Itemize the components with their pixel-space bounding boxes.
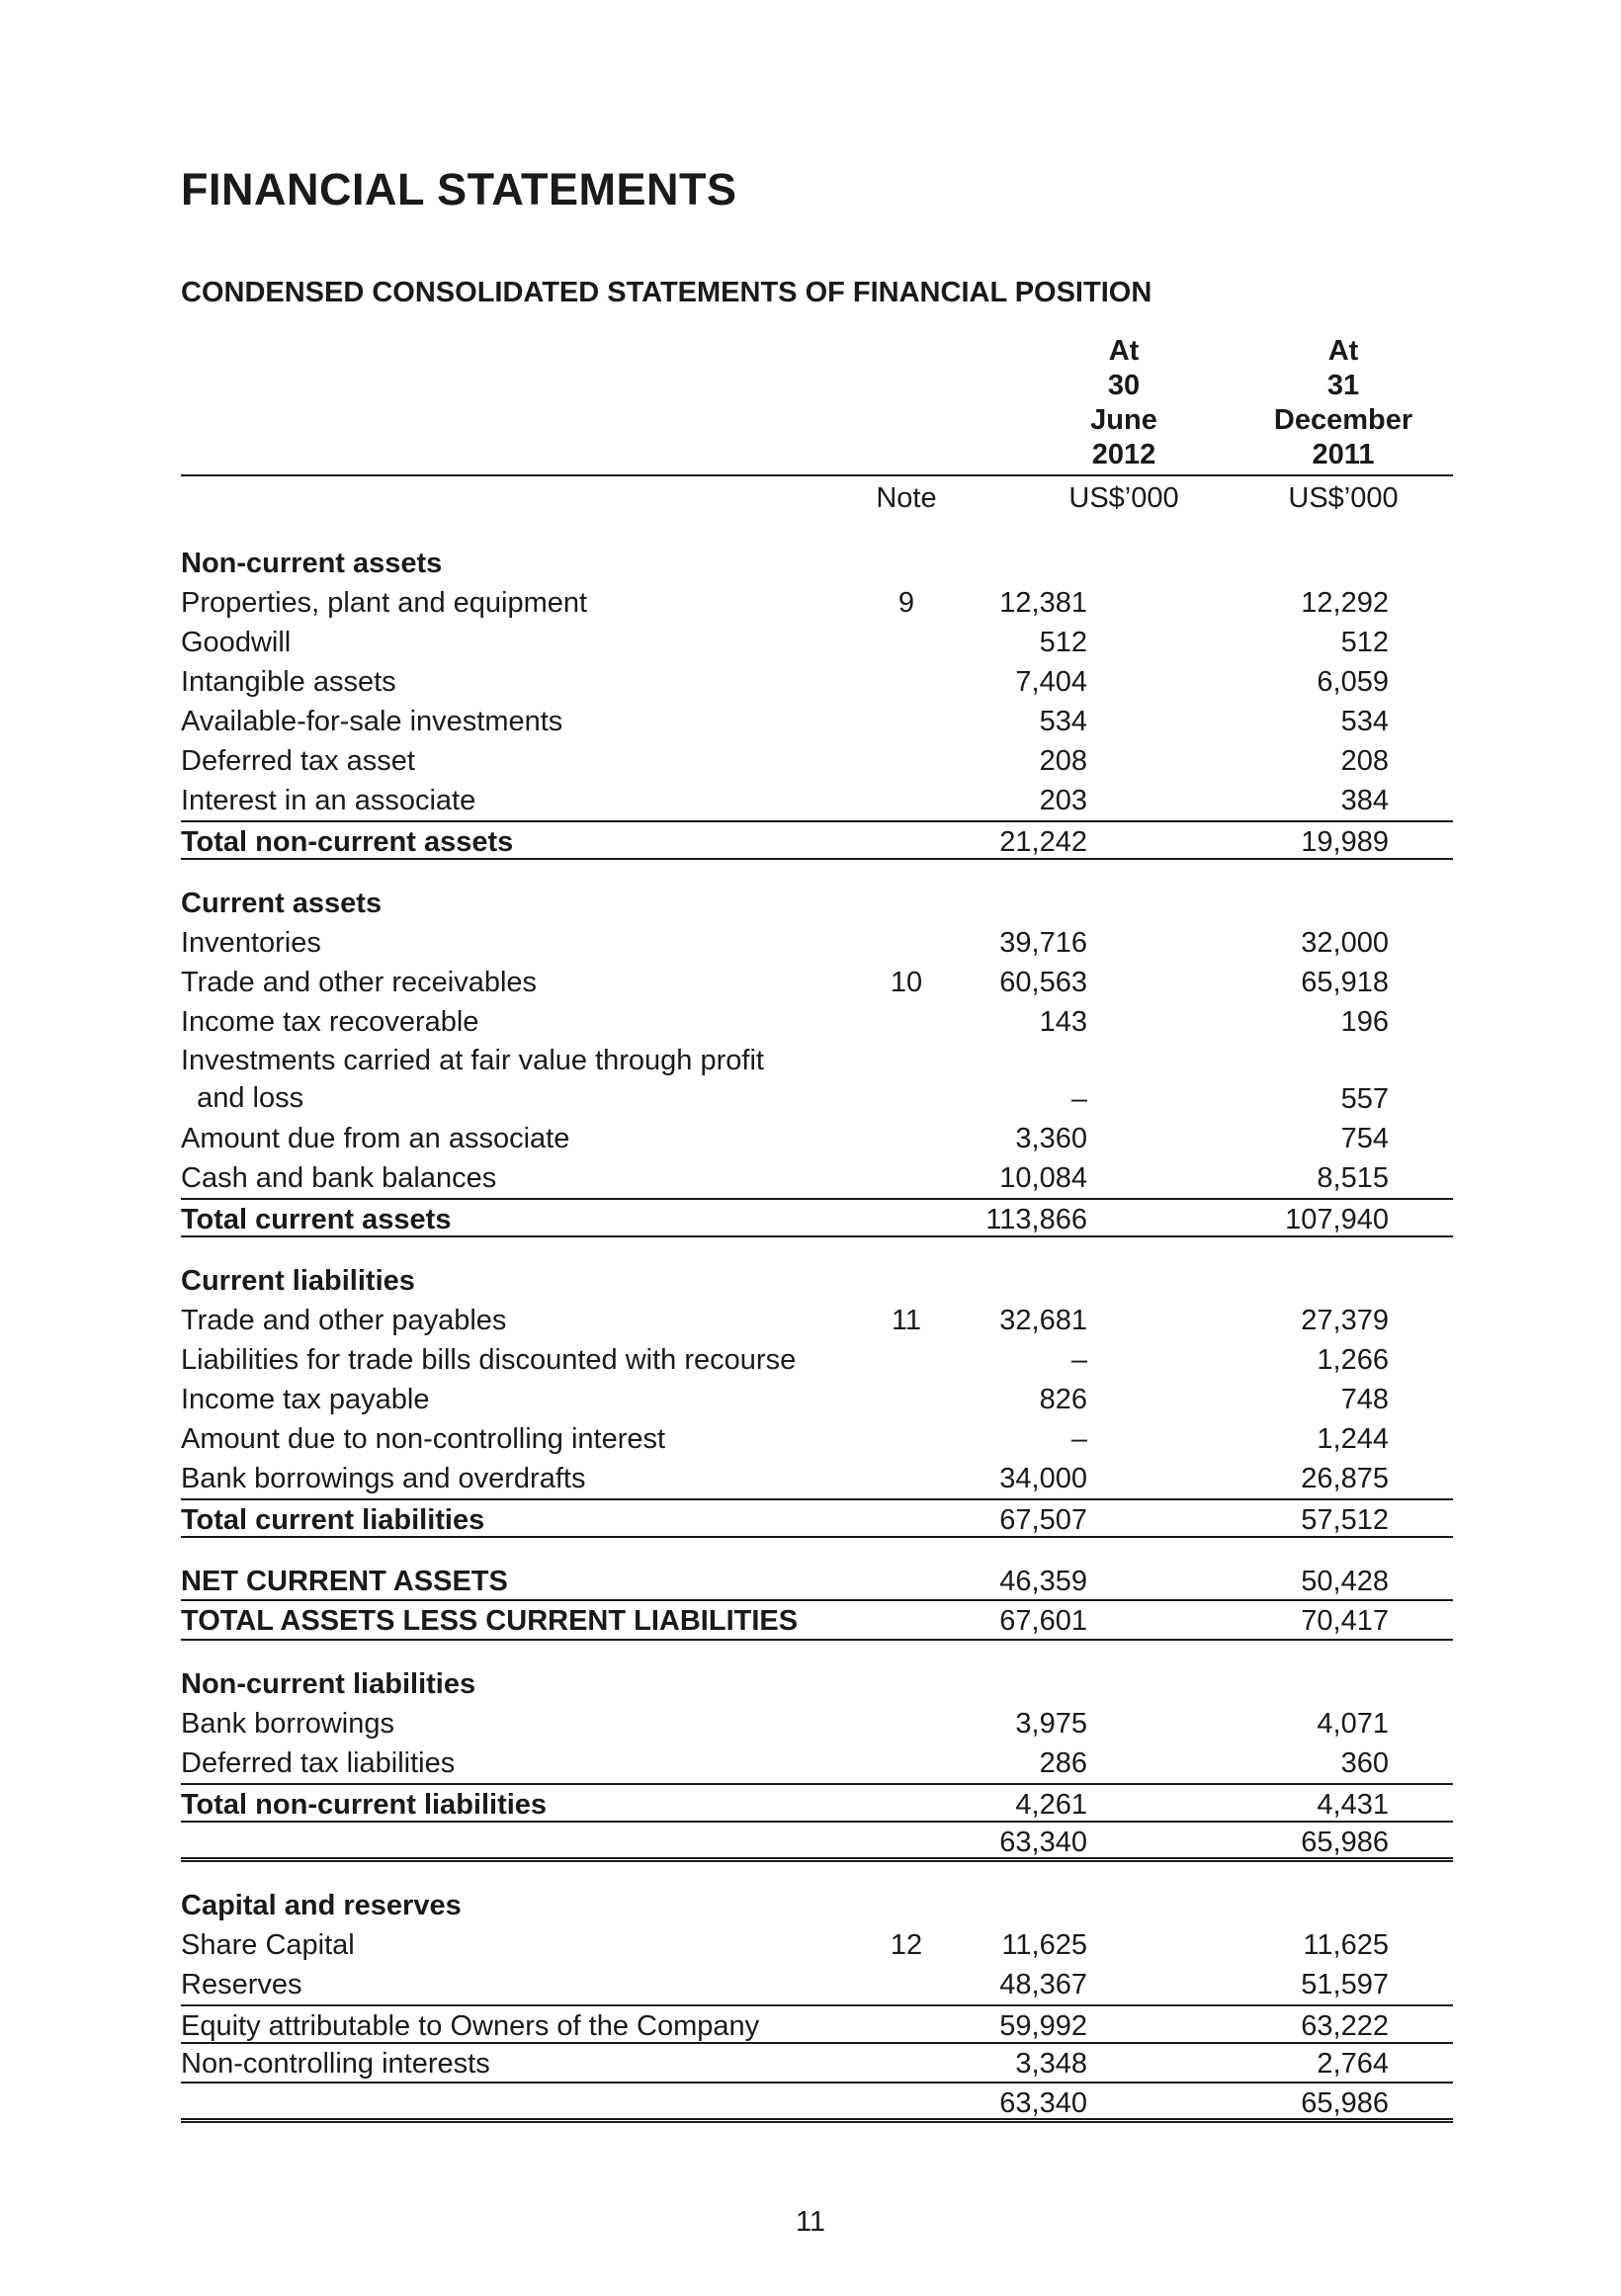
table-row: [181, 923, 1453, 963]
value-june-2012: 32,681: [999, 1305, 1087, 1336]
value-june-2012: 21,242: [999, 826, 1087, 858]
column-header-june-2012: [1035, 334, 1213, 472]
row-label: Available-for-sale investments: [181, 706, 563, 737]
value-june-2012: 7,404: [1015, 666, 1087, 698]
column-header-line: At: [1327, 335, 1359, 367]
value-december-2011: 11,625: [1303, 1929, 1389, 1961]
value-june-2012: –: [1070, 1423, 1087, 1455]
value-december-2011: 32,000: [1301, 927, 1389, 959]
table-row: [181, 1743, 1453, 1783]
column-header-line: June: [1090, 404, 1157, 436]
value-june-2012: 63,340: [999, 1827, 1087, 1858]
financial-position-table: [181, 544, 1453, 2123]
page-title: FINANCIAL STATEMENTS: [181, 164, 737, 214]
row-label: Equity attributable to Owners of the Company: [181, 2010, 760, 2042]
value-june-2012: 208: [1039, 745, 1087, 777]
value-june-2012: 4,261: [1015, 1789, 1087, 1821]
value-june-2012: 67,507: [999, 1504, 1087, 1536]
row-label: Income tax recoverable: [181, 1006, 479, 1038]
value-december-2011: 2,764: [1317, 2048, 1389, 2080]
column-header-line: 31: [1326, 370, 1360, 401]
value-december-2011: 107,940: [1285, 1204, 1389, 1235]
row-label: Bank borrowings: [181, 1708, 394, 1740]
table-row: [181, 1498, 1453, 1538]
value-june-2012: 46,359: [999, 1566, 1087, 1597]
value-june-2012: 12,381: [999, 587, 1087, 619]
value-december-2011: 754: [1340, 1123, 1389, 1154]
page-number: 11: [795, 2206, 826, 2238]
row-label: Amount due to non-controlling interest: [181, 1423, 666, 1455]
table-row: [181, 1158, 1453, 1198]
row-label: Liabilities for trade bills discounted with recourse: [181, 1344, 797, 1376]
table-row: [181, 1965, 1453, 2004]
value-december-2011: 26,875: [1301, 1463, 1389, 1494]
row-note: 12: [890, 1929, 923, 1961]
column-header-line: 2012: [1091, 439, 1156, 470]
column-header-line: At: [1108, 335, 1140, 367]
value-december-2011: 50,428: [1301, 1566, 1389, 1597]
table-row: [181, 702, 1453, 741]
units-row: [181, 478, 1453, 518]
table-row: [181, 1823, 1453, 1862]
row-label: Trade and other receivables: [181, 967, 538, 998]
value-june-2012: –: [1070, 1344, 1087, 1376]
row-label: Non-current assets: [181, 548, 443, 579]
row-label: Capital and reserves: [181, 1890, 462, 1921]
value-june-2012: 3,348: [1015, 2048, 1087, 2080]
table-row: [181, 623, 1453, 662]
value-december-2011: 70,417: [1301, 1605, 1389, 1637]
value-december-2011: 57,512: [1301, 1504, 1389, 1536]
table-row: [181, 741, 1453, 781]
table-row: [181, 1380, 1453, 1419]
table-row: [181, 963, 1453, 1002]
table-row: [181, 820, 1453, 860]
row-label: Amount due from an associate: [181, 1123, 570, 1154]
value-june-2012: 534: [1039, 706, 1087, 737]
unit-label-2011: US$’000: [1288, 482, 1399, 514]
value-june-2012: 143: [1039, 1006, 1087, 1038]
value-june-2012: 63,340: [999, 2087, 1087, 2119]
value-december-2011: 534: [1340, 706, 1389, 737]
row-label: TOTAL ASSETS LESS CURRENT LIABILITIES: [181, 1605, 799, 1637]
value-june-2012: 39,716: [999, 927, 1087, 959]
row-label: NET CURRENT ASSETS: [181, 1566, 508, 1597]
value-december-2011: 748: [1340, 1384, 1389, 1415]
value-june-2012: 10,084: [999, 1162, 1087, 1194]
value-june-2012: 60,563: [999, 967, 1087, 998]
row-label: Bank borrowings and overdrafts: [181, 1463, 586, 1494]
table-row: [181, 1419, 1453, 1459]
row-label: Total non-current assets: [181, 826, 514, 858]
column-header-line: December: [1273, 404, 1413, 436]
value-june-2012: 826: [1039, 1384, 1087, 1415]
value-december-2011: 8,515: [1317, 1162, 1389, 1194]
value-june-2012: 286: [1039, 1747, 1087, 1779]
column-header-line: 30: [1107, 370, 1141, 401]
unit-label-2012: US$’000: [1068, 482, 1179, 514]
row-label: Goodwill: [181, 627, 292, 658]
table-row: [181, 544, 1453, 583]
section-title: CONDENSED CONSOLIDATED STATEMENTS OF FINANCIAL POSITION: [181, 277, 1152, 308]
value-december-2011: 1,266: [1317, 1344, 1389, 1376]
row-label: Inventories: [181, 927, 321, 959]
value-december-2011: 196: [1340, 1006, 1389, 1038]
column-header-line: 2011: [1312, 439, 1375, 470]
table-row: [181, 1704, 1453, 1743]
row-label: Deferred tax liabilities: [181, 1747, 456, 1779]
value-december-2011: 63,222: [1301, 2010, 1389, 2042]
value-december-2011: 12,292: [1301, 587, 1389, 619]
value-december-2011: 65,986: [1301, 1827, 1389, 1858]
table-row: [181, 1261, 1453, 1301]
row-label: Intangible assets: [181, 666, 396, 698]
table-row: [181, 1002, 1453, 1042]
table-row: [181, 884, 1453, 923]
table-row: [181, 1301, 1453, 1340]
value-december-2011: 557: [1340, 1083, 1389, 1115]
value-june-2012: 11,625: [1001, 1929, 1087, 1961]
table-row: [181, 1664, 1453, 1704]
row-label: Trade and other payables: [181, 1305, 507, 1336]
row-note: 11: [891, 1305, 922, 1336]
value-december-2011: 1,244: [1317, 1423, 1389, 1455]
value-december-2011: 384: [1340, 785, 1389, 816]
value-june-2012: 34,000: [999, 1463, 1087, 1494]
row-label: Non-current liabilities: [181, 1668, 476, 1700]
column-headers: [181, 334, 1453, 474]
value-december-2011: 360: [1340, 1747, 1389, 1779]
row-label: Investments carried at fair value through profit and loss: [181, 1045, 764, 1114]
value-june-2012: 67,601: [999, 1605, 1087, 1637]
value-june-2012: 59,992: [999, 2010, 1087, 2042]
value-december-2011: 208: [1340, 745, 1389, 777]
row-label: Interest in an associate: [181, 785, 476, 816]
note-column-label: Note: [876, 482, 937, 514]
value-december-2011: 512: [1340, 627, 1389, 658]
table-row: [181, 1562, 1453, 1601]
header-divider: [181, 474, 1453, 476]
value-june-2012: –: [1070, 1083, 1087, 1115]
table-row: [181, 2083, 1453, 2123]
table-row: [181, 1042, 1453, 1119]
value-december-2011: 27,379: [1301, 1305, 1389, 1336]
row-label: Income tax payable: [181, 1384, 430, 1415]
table-row: [181, 1925, 1453, 1965]
row-label: Non-controlling interests: [181, 2048, 490, 2080]
table-row: [181, 1459, 1453, 1498]
table-row: [181, 1198, 1453, 1237]
table-row: [181, 1340, 1453, 1380]
row-label: Deferred tax asset: [181, 745, 415, 777]
row-label: Total non-current liabilities: [181, 1789, 548, 1821]
row-label: Total current liabilities: [181, 1504, 485, 1536]
value-december-2011: 51,597: [1301, 1969, 1389, 2000]
row-label: Properties, plant and equipment: [181, 587, 588, 619]
value-june-2012: 203: [1039, 785, 1087, 816]
table-row: [181, 1119, 1453, 1158]
value-december-2011: 19,989: [1301, 826, 1389, 858]
row-label: Total current assets: [181, 1204, 452, 1235]
column-header-december-2011: [1254, 334, 1432, 472]
table-row: [181, 1783, 1453, 1823]
value-december-2011: 6,059: [1317, 666, 1389, 698]
value-june-2012: 3,360: [1015, 1123, 1087, 1154]
value-december-2011: 4,071: [1317, 1708, 1389, 1740]
value-december-2011: 4,431: [1317, 1789, 1389, 1821]
value-june-2012: 512: [1039, 627, 1087, 658]
table-row: [181, 662, 1453, 702]
row-label: Current assets: [181, 888, 383, 919]
row-note: 10: [890, 967, 923, 998]
row-label: Share Capital: [181, 1929, 355, 1961]
table-row: [181, 2044, 1453, 2083]
table-row: [181, 1886, 1453, 1925]
row-label: Reserves: [181, 1969, 302, 2000]
value-december-2011: 65,986: [1301, 2087, 1389, 2119]
table-row: [181, 2004, 1453, 2044]
value-june-2012: 3,975: [1015, 1708, 1087, 1740]
table-row: [181, 583, 1453, 623]
row-label: Current liabilities: [181, 1265, 415, 1297]
row-label: Cash and bank balances: [181, 1162, 497, 1194]
value-december-2011: 65,918: [1301, 967, 1389, 998]
table-row: [181, 781, 1453, 820]
row-note: 9: [897, 587, 915, 619]
table-row: [181, 1601, 1453, 1641]
value-june-2012: 113,866: [985, 1204, 1087, 1235]
value-june-2012: 48,367: [999, 1969, 1087, 2000]
